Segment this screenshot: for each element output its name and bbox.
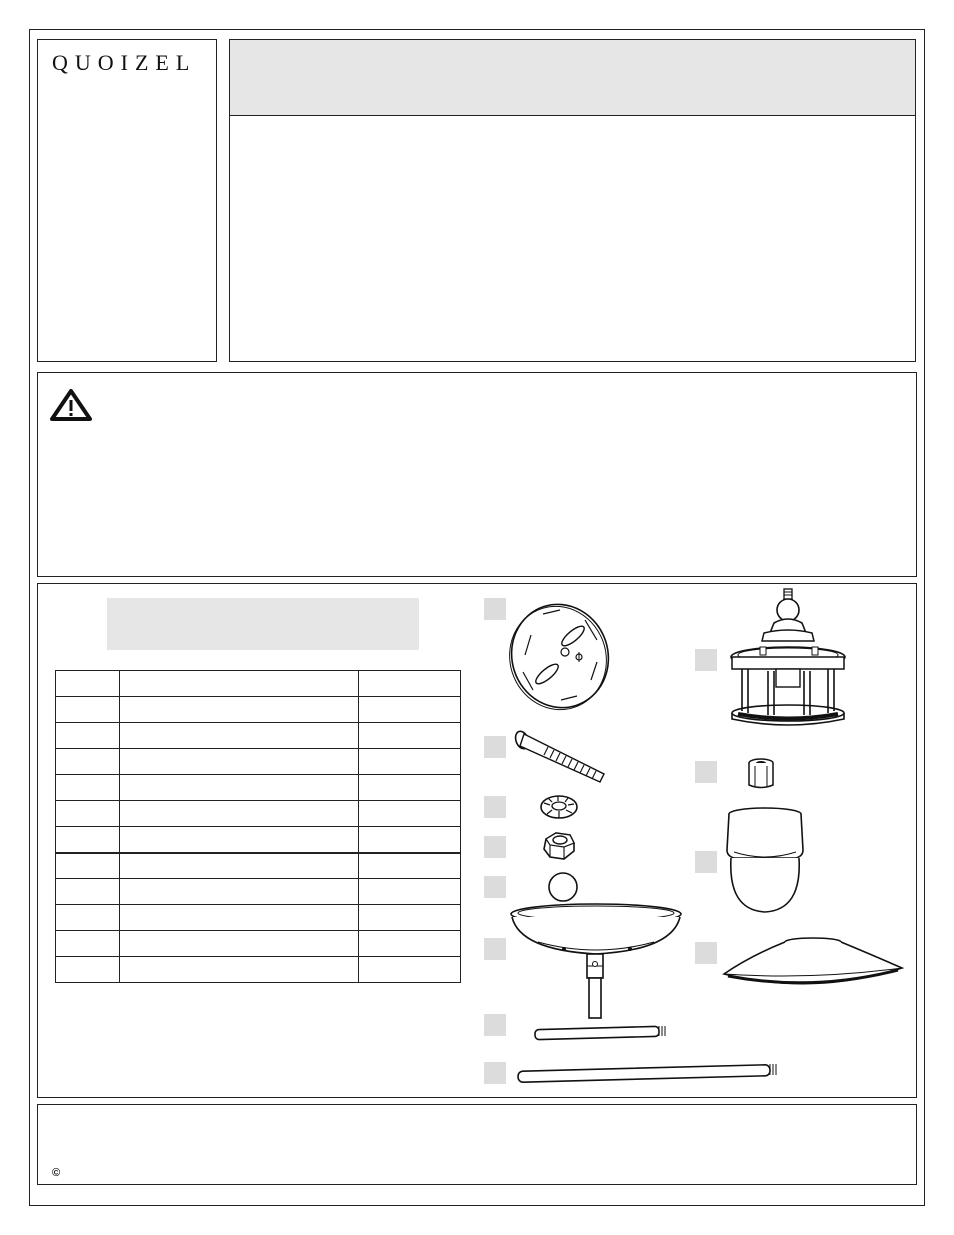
brand-panel: [37, 39, 217, 362]
table-row: [56, 671, 461, 697]
copyright-symbol: ©: [52, 1167, 61, 1179]
table-cell: [359, 853, 461, 879]
table-cell: [119, 775, 358, 801]
table-cell: [56, 905, 120, 931]
table-cell: [56, 775, 120, 801]
part-tag-shade: [695, 942, 717, 964]
part-tag-lock-washer: [484, 796, 506, 818]
title-header-band: [230, 40, 915, 116]
table-cell: [119, 827, 358, 853]
coupling-illustration: [746, 757, 776, 791]
part-tag-long-stem: [484, 1062, 506, 1084]
mounting-screw-illustration: [512, 728, 612, 788]
footer-panel: [37, 1104, 917, 1185]
table-cell: [56, 827, 120, 853]
parts-table: [55, 670, 461, 983]
table-cell: [119, 905, 358, 931]
brand-logo-text: QUOIZEL: [52, 50, 197, 75]
table-cell: [359, 775, 461, 801]
table-cell: [119, 723, 358, 749]
table-cell: [359, 697, 461, 723]
table-cell: [359, 749, 461, 775]
shade-illustration: [720, 936, 906, 992]
table-row: [56, 957, 461, 983]
table-cell: [56, 931, 120, 957]
table-row: [56, 853, 461, 879]
table-cell: [56, 801, 120, 827]
canopy-swivel-illustration: [508, 902, 684, 1020]
table-cell: [359, 671, 461, 697]
part-tag-mounting-plate: [484, 598, 506, 620]
table-cell: [56, 697, 120, 723]
lantern-cage-illustration: [728, 585, 852, 727]
parts-heading-band: [107, 598, 419, 650]
short-stem-illustration: [533, 1024, 669, 1042]
table-cell: [359, 905, 461, 931]
table-cell: [359, 801, 461, 827]
table-cell: [56, 853, 120, 879]
table-row: [56, 931, 461, 957]
part-tag-ball: [484, 876, 506, 898]
table-cell: [56, 879, 120, 905]
table-cell: [119, 801, 358, 827]
lock-washer-illustration: [538, 793, 580, 821]
warning-triangle-icon: [50, 389, 92, 421]
table-cell: [359, 957, 461, 983]
table-row: [56, 775, 461, 801]
table-cell: [359, 723, 461, 749]
glass-globe-illustration: [724, 806, 806, 916]
warning-panel: [37, 372, 917, 577]
table-row: [56, 697, 461, 723]
table-row: [56, 723, 461, 749]
table-row: [56, 879, 461, 905]
table-cell: [359, 931, 461, 957]
ball-illustration: [547, 871, 579, 903]
part-tag-canopy: [484, 938, 506, 960]
table-cell: [119, 697, 358, 723]
table-cell: [119, 749, 358, 775]
table-cell: [119, 931, 358, 957]
table-cell: [56, 723, 120, 749]
table-cell: [56, 671, 120, 697]
hex-nut-illustration: [540, 829, 578, 863]
table-row: [56, 801, 461, 827]
part-tag-glass-globe: [695, 851, 717, 873]
table-row: [56, 749, 461, 775]
part-tag-short-stem: [484, 1014, 506, 1036]
table-cell: [56, 749, 120, 775]
table-cell: [119, 853, 358, 879]
table-cell: [56, 957, 120, 983]
table-cell: [359, 879, 461, 905]
mounting-plate-illustration: [505, 600, 615, 712]
part-tag-coupling: [695, 761, 717, 783]
table-row: [56, 905, 461, 931]
long-stem-illustration: [516, 1064, 780, 1084]
table-row: [56, 827, 461, 853]
part-tag-lantern-cage: [695, 649, 717, 671]
table-cell: [359, 827, 461, 853]
part-tag-hex-nut: [484, 836, 506, 858]
table-cell: [119, 957, 358, 983]
table-cell: [119, 671, 358, 697]
table-cell: [119, 879, 358, 905]
part-tag-mounting-screw: [484, 736, 506, 758]
